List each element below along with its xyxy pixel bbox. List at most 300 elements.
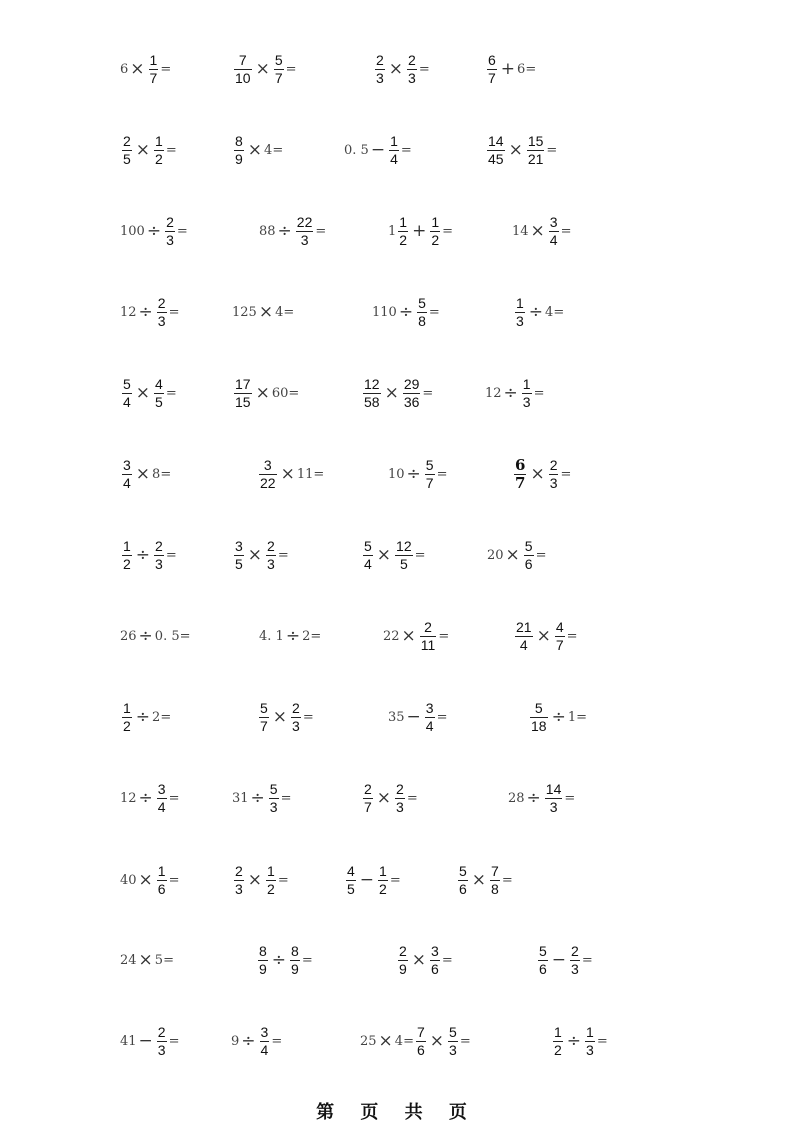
problem-13 xyxy=(120,292,180,332)
numerator: 2 xyxy=(571,942,579,959)
problem-16 xyxy=(513,292,564,332)
problem-43 xyxy=(344,860,401,900)
expression-text: 20 xyxy=(487,547,504,563)
expression-text: = xyxy=(277,872,289,888)
denominator: 6 xyxy=(157,880,166,897)
numerator: 1 xyxy=(554,1023,562,1040)
times-sign-icon: × xyxy=(135,139,151,160)
problem-41 xyxy=(120,860,180,900)
expression-text: = xyxy=(564,790,576,806)
denominator: 3 xyxy=(586,1041,594,1058)
problem-3 xyxy=(373,49,430,89)
times-sign-icon: × xyxy=(258,301,274,322)
expression-text: = xyxy=(168,304,180,320)
denominator: 6 xyxy=(459,880,467,897)
denominator: 18 xyxy=(531,717,547,734)
expression-text: = xyxy=(165,142,177,158)
expression-text: 4= xyxy=(275,304,295,320)
times-sign-icon: × xyxy=(536,625,551,646)
fraction xyxy=(430,215,440,248)
fraction xyxy=(515,620,533,653)
denominator: 7 xyxy=(260,717,268,734)
denominator: 5 xyxy=(123,150,131,167)
divide-sign-icon: ÷ xyxy=(135,706,151,727)
problem-17 xyxy=(120,373,177,413)
times-sign-icon: × xyxy=(378,1030,393,1051)
expression-text: 9 xyxy=(231,1033,240,1049)
fraction xyxy=(458,864,468,897)
problem-48 xyxy=(536,940,593,980)
fraction xyxy=(425,701,435,734)
numerator: 5 xyxy=(274,51,283,68)
fraction xyxy=(291,701,301,734)
divide-sign-icon: ÷ xyxy=(398,301,414,322)
expression-text: 24 xyxy=(120,952,137,968)
expression-text: = xyxy=(442,223,454,239)
numerator: 1 xyxy=(149,51,158,68)
fraction xyxy=(420,620,437,653)
expression-text: 41 xyxy=(120,1033,137,1049)
problem-26 xyxy=(232,535,289,575)
fraction xyxy=(122,539,132,572)
numerator: 7 xyxy=(416,1023,425,1040)
minus-sign-icon: − xyxy=(406,706,421,727)
denominator: 15 xyxy=(235,393,251,410)
fraction xyxy=(549,215,559,248)
problem-2 xyxy=(232,49,297,89)
denominator: 2 xyxy=(554,1041,562,1058)
problem-10 xyxy=(259,211,326,251)
numerator: 7 xyxy=(238,51,247,68)
denominator: 3 xyxy=(166,231,174,248)
expression-text: 60= xyxy=(271,385,300,401)
fraction xyxy=(149,53,159,86)
problem-35 xyxy=(388,697,448,737)
fraction xyxy=(524,539,534,572)
expression-text: = xyxy=(441,952,453,968)
minus-sign-icon: − xyxy=(551,949,567,970)
numerator: 1 xyxy=(123,537,131,554)
denominator: 3 xyxy=(571,960,579,977)
expression-text: 4. 1 xyxy=(259,628,284,644)
problem-14 xyxy=(232,292,294,332)
denominator: 3 xyxy=(516,312,524,329)
fraction xyxy=(154,539,164,572)
problem-21 xyxy=(120,454,171,494)
numerator: 5 xyxy=(269,780,278,797)
expression-text: 2= xyxy=(302,628,322,644)
numerator: 2 xyxy=(549,456,558,473)
problem-50 xyxy=(231,1021,282,1061)
numerator: 4 xyxy=(555,618,564,635)
problem-42 xyxy=(232,860,289,900)
fraction xyxy=(363,539,373,572)
numerator: 2 xyxy=(157,1023,166,1040)
numerator: 5 xyxy=(418,294,426,311)
numerator: 6 xyxy=(488,51,496,68)
denominator: 3 xyxy=(522,393,531,410)
expression-text: 2= xyxy=(152,709,172,725)
expression-text: 0. 5= xyxy=(154,628,191,644)
denominator: 4 xyxy=(260,1041,269,1058)
divide-sign-icon: ÷ xyxy=(406,463,421,484)
numerator: 3 xyxy=(235,537,243,554)
fraction xyxy=(363,377,381,410)
denominator: 8 xyxy=(491,880,499,897)
fraction xyxy=(122,377,132,410)
expression-text: = xyxy=(176,223,188,239)
denominator: 6 xyxy=(431,960,439,977)
numerator: 5 xyxy=(459,862,467,879)
denominator: 3 xyxy=(549,798,558,815)
problem-20 xyxy=(485,373,545,413)
divide-sign-icon: ÷ xyxy=(503,382,518,403)
divide-sign-icon: ÷ xyxy=(250,787,265,808)
times-sign-icon: × xyxy=(376,787,392,808)
expression-text: 88 xyxy=(259,223,276,239)
divide-sign-icon: ÷ xyxy=(241,1030,256,1051)
fraction xyxy=(389,134,399,167)
expression-text: = xyxy=(501,872,513,888)
expression-text: = xyxy=(533,385,545,401)
fraction xyxy=(527,134,545,167)
fraction xyxy=(487,134,505,167)
numerator: 29 xyxy=(403,375,420,392)
problem-9 xyxy=(120,211,188,251)
expression-text: = xyxy=(596,1033,608,1049)
expression-text: 4= xyxy=(394,1033,414,1049)
denominator: 4 xyxy=(519,636,528,653)
fraction xyxy=(122,134,132,167)
fraction xyxy=(398,944,408,977)
expression-text: = xyxy=(566,628,578,644)
expression-text: 11= xyxy=(296,466,325,482)
denominator: 3 xyxy=(235,880,243,897)
numerator: 2 xyxy=(396,780,404,797)
numerator: 8 xyxy=(235,132,243,149)
problem-52 xyxy=(551,1021,608,1061)
problem-44 xyxy=(456,860,513,900)
problem-28 xyxy=(487,535,547,575)
denominator: 3 xyxy=(155,555,163,572)
times-sign-icon: × xyxy=(280,463,295,484)
problem-5 xyxy=(120,130,177,170)
fraction xyxy=(448,1025,458,1058)
expression-text: = xyxy=(280,790,292,806)
numerator: 1 xyxy=(522,375,531,392)
page-footer: 第 页 共 页 xyxy=(316,1102,477,1123)
denominator: 9 xyxy=(291,960,299,977)
numerator: 2 xyxy=(424,618,432,635)
fraction xyxy=(269,782,279,815)
numerator: 5 xyxy=(534,699,543,716)
problem-36 xyxy=(528,697,587,737)
denominator: 7 xyxy=(425,474,434,491)
minus-sign-icon: − xyxy=(370,139,386,160)
numerator: 5 xyxy=(449,1023,457,1040)
denominator: 6 xyxy=(524,555,533,572)
fraction xyxy=(122,701,132,734)
denominator: 5 xyxy=(399,555,408,572)
times-sign-icon: × xyxy=(255,382,270,403)
expression-text: 0. 5 xyxy=(344,142,369,158)
numerator: 22 xyxy=(296,213,313,230)
fraction xyxy=(266,539,276,572)
problem-27 xyxy=(361,535,426,575)
numerator: 2 xyxy=(155,537,163,554)
numerator: 5 xyxy=(425,456,434,473)
problem-22 xyxy=(257,454,324,494)
times-sign-icon: × xyxy=(255,58,270,79)
fraction xyxy=(553,1025,563,1058)
expression-text: 22 xyxy=(383,628,400,644)
numerator: 2 xyxy=(157,294,166,311)
numerator: 2 xyxy=(166,213,174,230)
problem-33 xyxy=(120,697,171,737)
expression-text: = xyxy=(414,547,426,563)
times-sign-icon: × xyxy=(508,139,523,160)
problem-32 xyxy=(513,616,578,656)
problem-8 xyxy=(485,130,557,170)
fraction xyxy=(522,377,532,410)
fraction xyxy=(378,864,388,897)
fraction xyxy=(417,296,427,329)
expression-text: 6= xyxy=(517,61,537,77)
problem-24 xyxy=(512,454,571,494)
expression-text: = xyxy=(400,142,412,158)
denominator: 9 xyxy=(235,150,243,167)
numerator: 4 xyxy=(347,862,355,879)
expression-text: = xyxy=(436,709,448,725)
problem-7 xyxy=(344,130,412,170)
numerator: 5 xyxy=(364,537,372,554)
denominator: 7 xyxy=(488,69,496,86)
expression-text: 125 xyxy=(232,304,257,320)
expression-text: 4= xyxy=(545,304,565,320)
denominator: 5 xyxy=(155,393,163,410)
fraction xyxy=(514,455,526,492)
numerator: 5 xyxy=(260,699,268,716)
times-sign-icon: × xyxy=(138,949,153,970)
denominator: 6 xyxy=(416,1041,425,1058)
expression-text: = xyxy=(438,628,450,644)
fraction xyxy=(259,701,269,734)
expression-text: = xyxy=(560,223,572,239)
fraction xyxy=(403,377,421,410)
numerator: 3 xyxy=(123,456,131,473)
denominator: 58 xyxy=(364,393,380,410)
numerator: 8 xyxy=(259,942,267,959)
denominator: 2 xyxy=(431,231,440,248)
fraction xyxy=(395,782,405,815)
problem-23 xyxy=(388,454,448,494)
expression-text: = xyxy=(459,1033,471,1049)
divide-sign-icon: ÷ xyxy=(135,544,151,565)
times-sign-icon: × xyxy=(411,949,427,970)
denominator: 2 xyxy=(399,231,408,248)
fraction xyxy=(530,701,548,734)
fraction xyxy=(234,377,252,410)
problem-51 xyxy=(360,1021,471,1061)
denominator: 2 xyxy=(155,150,163,167)
divide-sign-icon: ÷ xyxy=(138,787,153,808)
problem-4 xyxy=(485,49,536,89)
fraction xyxy=(363,782,373,815)
denominator: 3 xyxy=(396,798,404,815)
times-sign-icon: × xyxy=(272,706,288,727)
expression-text: 4= xyxy=(264,142,284,158)
problem-47 xyxy=(396,940,453,980)
expression-text: 100 xyxy=(120,223,145,239)
expression-text: = xyxy=(406,790,418,806)
expression-text: 6 xyxy=(120,61,129,77)
fraction xyxy=(234,53,252,86)
numerator: 1 xyxy=(155,132,163,149)
numerator: 1 xyxy=(586,1023,594,1040)
problem-12 xyxy=(512,211,572,251)
divide-sign-icon: ÷ xyxy=(528,301,544,322)
fraction xyxy=(585,1025,595,1058)
divide-sign-icon: ÷ xyxy=(138,625,153,646)
fraction xyxy=(234,864,244,897)
fraction xyxy=(555,620,565,653)
denominator: 4 xyxy=(364,555,372,572)
times-sign-icon: × xyxy=(401,625,416,646)
expression-text: = xyxy=(302,709,314,725)
numerator: 15 xyxy=(527,132,544,149)
divide-sign-icon: ÷ xyxy=(138,301,153,322)
problem-45 xyxy=(120,940,174,980)
fraction xyxy=(545,782,563,815)
numerator: 1 xyxy=(390,132,398,149)
denominator: 4 xyxy=(157,798,166,815)
denominator: 22 xyxy=(260,474,276,491)
times-sign-icon: × xyxy=(429,1030,445,1051)
denominator: 9 xyxy=(399,960,407,977)
fraction xyxy=(425,458,435,491)
numerator: 1 xyxy=(157,862,166,879)
numerator: 3 xyxy=(157,780,166,797)
denominator: 3 xyxy=(292,717,300,734)
denominator: 3 xyxy=(157,1041,166,1058)
numerator: 2 xyxy=(235,862,243,879)
expression-text: = xyxy=(168,790,180,806)
divide-sign-icon: ÷ xyxy=(551,706,566,727)
expression-text: = xyxy=(560,466,572,482)
numerator: 14 xyxy=(545,780,562,797)
denominator: 6 xyxy=(539,960,547,977)
times-sign-icon: × xyxy=(530,220,545,241)
fraction xyxy=(290,944,300,977)
denominator: 3 xyxy=(300,231,309,248)
numerator: 8 xyxy=(291,942,299,959)
numerator: 2 xyxy=(364,780,372,797)
expression-text: 26 xyxy=(120,628,137,644)
numerator: 2 xyxy=(399,942,407,959)
numerator: 14 xyxy=(488,132,504,149)
expression-text: = xyxy=(546,142,558,158)
fraction xyxy=(490,864,500,897)
expression-text: = xyxy=(389,872,401,888)
numerator: 2 xyxy=(376,51,384,68)
plus-sign-icon: + xyxy=(412,220,427,241)
fraction xyxy=(154,134,164,167)
denominator: 3 xyxy=(408,69,416,86)
problem-30 xyxy=(259,616,321,656)
denominator: 7 xyxy=(274,69,283,86)
numerator: 1 xyxy=(516,294,524,311)
times-sign-icon: × xyxy=(388,58,404,79)
fraction xyxy=(157,296,167,329)
problem-18 xyxy=(232,373,299,413)
numerator: 1 xyxy=(123,699,131,716)
denominator: 21 xyxy=(527,150,544,167)
problem-11 xyxy=(388,211,453,251)
fraction xyxy=(157,864,167,897)
minus-sign-icon: − xyxy=(359,869,375,890)
numerator: 21 xyxy=(516,618,532,635)
numerator: 7 xyxy=(491,862,499,879)
numerator: 3 xyxy=(260,1023,269,1040)
denominator: 5 xyxy=(347,880,355,897)
expression-text: = xyxy=(277,547,289,563)
problem-15 xyxy=(372,292,440,332)
expression-text: 40 xyxy=(120,872,137,888)
expression-text: 12 xyxy=(120,790,137,806)
denominator: 4 xyxy=(123,474,131,491)
numerator: 3 xyxy=(431,942,439,959)
denominator: 7 xyxy=(555,636,564,653)
fraction xyxy=(416,1025,426,1058)
numerator: 5 xyxy=(123,375,131,392)
fraction xyxy=(122,458,132,491)
denominator: 7 xyxy=(515,473,526,492)
problem-19 xyxy=(361,373,433,413)
numerator: 1 xyxy=(399,213,408,230)
denominator: 3 xyxy=(157,312,166,329)
problem-38 xyxy=(232,778,292,818)
expression-text: = xyxy=(315,223,327,239)
times-sign-icon: × xyxy=(135,463,151,484)
expression-text: 5= xyxy=(154,952,174,968)
problem-39 xyxy=(361,778,418,818)
numerator: 6 xyxy=(515,455,526,474)
divide-sign-icon: ÷ xyxy=(271,949,287,970)
expression-text: 14 xyxy=(512,223,529,239)
expression-text: = xyxy=(165,385,177,401)
problem-6 xyxy=(232,130,283,170)
numerator: 5 xyxy=(524,537,533,554)
times-sign-icon: × xyxy=(130,58,145,79)
numerator: 2 xyxy=(267,537,275,554)
denominator: 5 xyxy=(235,555,243,572)
expression-text: = xyxy=(436,466,448,482)
denominator: 2 xyxy=(379,880,387,897)
numerator: 17 xyxy=(235,375,251,392)
problem-1 xyxy=(120,49,171,89)
times-sign-icon: × xyxy=(471,869,487,890)
expression-text: = xyxy=(301,952,313,968)
denominator: 4 xyxy=(549,231,558,248)
denominator: 7 xyxy=(149,69,158,86)
expression-text: 28 xyxy=(508,790,525,806)
numerator: 2 xyxy=(292,699,300,716)
expression-text: 8= xyxy=(152,466,172,482)
fraction xyxy=(570,944,580,977)
times-sign-icon: × xyxy=(384,382,399,403)
fraction xyxy=(260,1025,270,1058)
fraction xyxy=(538,944,548,977)
